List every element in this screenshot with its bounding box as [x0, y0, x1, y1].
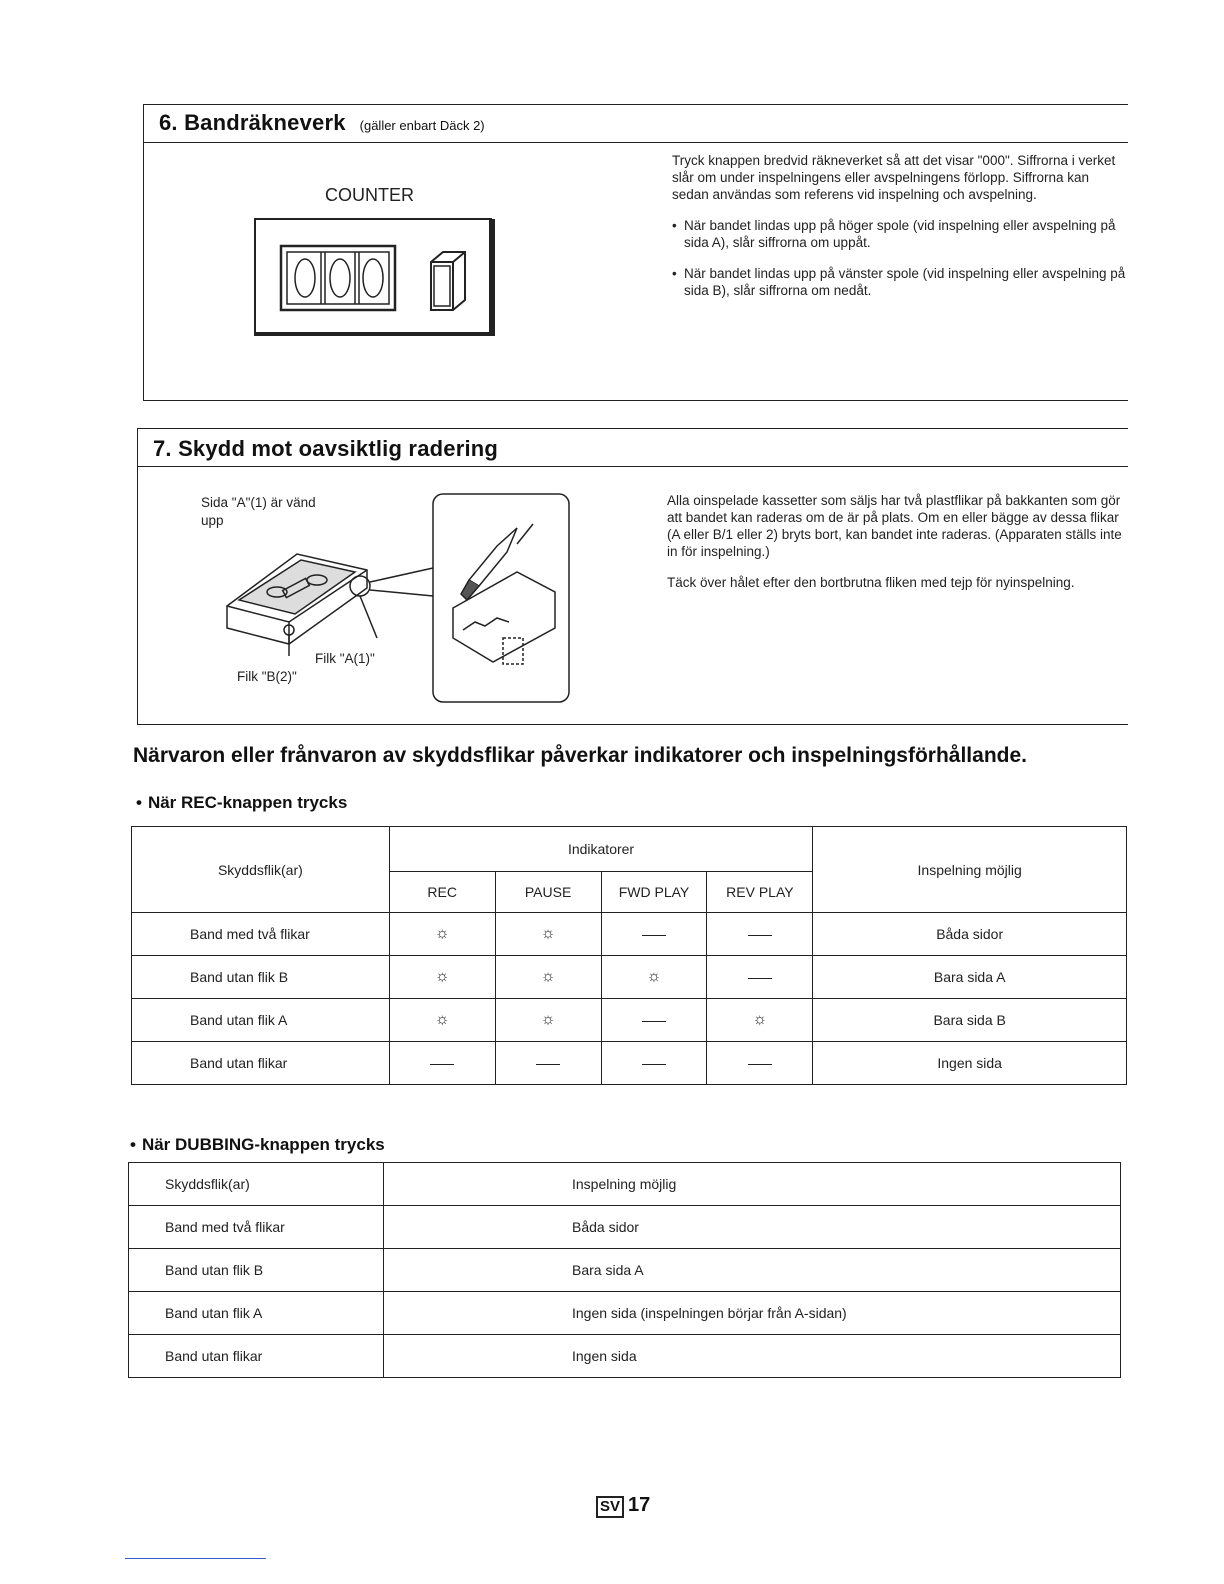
indicator-lit-icon: ☼ — [752, 1011, 768, 1028]
table-row — [129, 1249, 1121, 1292]
indicator-cell-rec — [389, 956, 495, 999]
indicator-cell-rev — [707, 913, 813, 956]
recording-possible-cell: Ingen sida — [813, 1042, 1127, 1085]
dubbing-table — [128, 1162, 1121, 1378]
section-tape-counter — [143, 104, 1128, 410]
language-badge: SV — [596, 1496, 624, 1518]
counter-label: COUNTER — [325, 185, 414, 205]
page-number: SV 17 — [596, 1494, 650, 1518]
indicator-cell-rev — [707, 1042, 813, 1085]
rec-indicator-table — [131, 826, 1127, 1085]
section-6-bullet-1: • När bandet lindas upp på höger spole (vid inspelning eller avspelning på sida A), slår siffrorna om uppåt. — [672, 217, 1128, 251]
indicator-cell-fwd — [601, 913, 707, 956]
indicator-rev-play-header: REV PLAY — [707, 872, 813, 913]
recording-possible-cell: Bara sida A — [384, 1249, 1121, 1292]
table-row — [132, 1042, 1127, 1085]
indicator-cell-pause — [495, 956, 601, 999]
section-6-title: 6. Bandräkneverk (gäller enbart Däck 2) — [159, 110, 485, 135]
recording-possible-cell: Bara sida A — [813, 956, 1127, 999]
table-row — [129, 1335, 1121, 1378]
row-label: Band utan flik B — [129, 1249, 384, 1292]
indicator-off-dash — [536, 1064, 560, 1065]
indicator-cell-pause — [495, 1042, 601, 1085]
tab-a-label: Filk "A(1)" — [315, 651, 375, 666]
row-label: Band med två flikar — [129, 1206, 384, 1249]
indicator-cell-rec — [389, 1042, 495, 1085]
cassette-illustration — [217, 488, 577, 708]
recording-possible-cell: Båda sidor — [384, 1206, 1121, 1249]
rec-heading: • När REC-knappen trycks — [136, 793, 348, 812]
indicator-lit-icon: ☼ — [646, 968, 662, 985]
indicator-off-dash — [748, 978, 772, 979]
recording-possible-cell: Båda sidor — [813, 913, 1127, 956]
indicator-lit-icon: ☼ — [434, 1011, 450, 1028]
rec-header-possible: Inspelning möjlig — [813, 827, 1127, 913]
indicator-off-dash — [748, 1064, 772, 1065]
indicator-off-dash — [642, 1021, 666, 1022]
table-row — [132, 956, 1127, 999]
section-7-title: 7. Skydd mot oavsiktlig radering — [153, 436, 499, 461]
rec-header-indicators: Indikatorer — [389, 827, 813, 872]
dub-header-possible: Inspelning möjlig — [384, 1163, 1121, 1206]
section-6-subtitle: (gäller enbart Däck 2) — [359, 118, 485, 133]
indicator-cell-fwd — [601, 1042, 707, 1085]
row-label: Band utan flikar — [132, 1042, 390, 1085]
table-row — [129, 1292, 1121, 1335]
indicator-lit-icon: ☼ — [540, 1011, 556, 1028]
indicator-off-dash — [642, 1064, 666, 1065]
recording-possible-cell: Ingen sida — [384, 1335, 1121, 1378]
indicator-lit-icon: ☼ — [434, 925, 450, 942]
reset-button-icon — [431, 252, 465, 310]
indicator-off-dash — [642, 935, 666, 936]
tab-b-label: Filk "B(2)" — [237, 669, 297, 684]
section-6-text — [672, 152, 1128, 313]
footer-rule — [125, 1558, 266, 1559]
section-6-paragraph: Tryck knappen bredvid räkneverket så att det visar "000". Siffrorna i verket slår om under inspelningens eller avspelningens förlopp. Siffrorna kan sedan användas som referens vid inspelning och avspelning. — [672, 153, 1116, 202]
main-heading: Närvaron eller frånvaron av skyddsflikar påverkar indikatorer och inspelningsförhållande. — [133, 744, 1027, 767]
row-label: Band utan flik A — [129, 1292, 384, 1335]
indicator-cell-fwd — [601, 999, 707, 1042]
indicator-cell-rev — [707, 999, 813, 1042]
table-row — [132, 999, 1127, 1042]
section-7-paragraph-2: Täck över hålet efter den bortbrutna fliken med tejp för nyinspelning. — [667, 575, 1075, 590]
table-row — [132, 913, 1127, 956]
indicator-cell-rec — [389, 913, 495, 956]
section-7-paragraph-1: Alla oinspelade kassetter som säljs har två plastflikar på bakkanten som gör att bandet kan raderas om de är på plats. Om en eller bägge av dessa flikar (A eller B/1 eller 2) bryts bort, kan bandet inte raderas. (Apparaten ställs inte in för inspelning.) — [667, 493, 1122, 559]
indicator-cell-pause — [495, 999, 601, 1042]
counter-illustration — [253, 216, 498, 338]
indicator-cell-rec — [389, 999, 495, 1042]
section-6-bullet-2: • När bandet lindas upp på vänster spole (vid inspelning eller avspelning på sida B), slår siffrorna om nedåt. — [672, 265, 1128, 299]
indicator-lit-icon: ☼ — [540, 925, 556, 942]
indicator-rec-header: REC — [389, 872, 495, 913]
indicator-lit-icon: ☼ — [434, 968, 450, 985]
indicator-fwd-play-header: FWD PLAY — [601, 872, 707, 913]
row-label: Band med två flikar — [132, 913, 390, 956]
table-row — [129, 1206, 1121, 1249]
dub-header-tabs: Skyddsflik(ar) — [129, 1163, 384, 1206]
indicator-pause-header: PAUSE — [495, 872, 601, 913]
indicator-off-dash — [430, 1064, 454, 1065]
recording-possible-cell: Bara sida B — [813, 999, 1127, 1042]
indicator-lit-icon: ☼ — [540, 968, 556, 985]
dubbing-heading: • När DUBBING-knappen trycks — [130, 1135, 385, 1154]
section-erase-protection — [137, 428, 1128, 740]
indicator-cell-fwd — [601, 956, 707, 999]
row-label: Band utan flik A — [132, 999, 390, 1042]
indicator-cell-rev — [707, 956, 813, 999]
row-label: Band utan flik B — [132, 956, 390, 999]
row-label: Band utan flikar — [129, 1335, 384, 1378]
recording-possible-cell: Ingen sida (inspelningen börjar från A-sidan) — [384, 1292, 1121, 1335]
rec-header-tabs: Skyddsflik(ar) — [132, 827, 390, 913]
indicator-cell-pause — [495, 913, 601, 956]
section-7-text — [667, 492, 1127, 605]
indicator-off-dash — [748, 935, 772, 936]
side-a-label: Sida "A"(1) är vänd upp — [201, 495, 316, 528]
